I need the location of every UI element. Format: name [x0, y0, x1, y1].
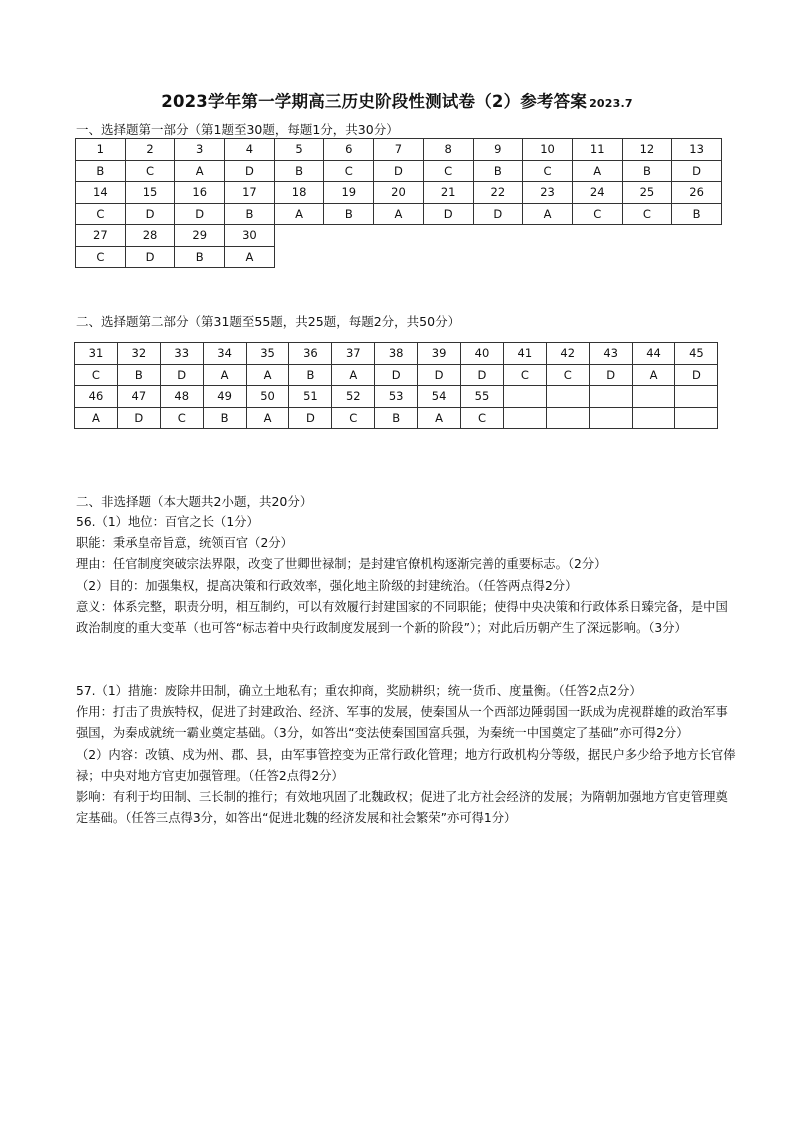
question-number-cell	[589, 386, 632, 408]
question-number-cell: 17	[225, 182, 275, 204]
empty-cell	[324, 225, 374, 247]
question-number-cell: 37	[332, 343, 375, 365]
question-number-cell: 15	[125, 182, 175, 204]
answer-cell: D	[672, 160, 722, 182]
question-number-cell: 31	[75, 343, 118, 365]
table-row	[75, 364, 718, 386]
answer-cell: C	[572, 203, 622, 225]
empty-cell	[672, 246, 722, 268]
question-number-cell: 44	[632, 343, 675, 365]
section2-answer-table	[74, 342, 718, 429]
empty-cell	[473, 246, 523, 268]
question-number-cell: 7	[374, 139, 424, 161]
question-number-cell: 48	[160, 386, 203, 408]
answer-cell	[503, 407, 546, 429]
question-number-cell: 26	[672, 182, 722, 204]
empty-cell	[274, 225, 324, 247]
question-number-cell: 5	[274, 139, 324, 161]
empty-cell	[572, 225, 622, 247]
question-number-cell: 18	[274, 182, 324, 204]
question-number-cell	[546, 386, 589, 408]
question-number-cell: 46	[75, 386, 118, 408]
question-number-cell: 50	[246, 386, 289, 408]
question-number-cell: 36	[289, 343, 332, 365]
answer-cell	[675, 407, 718, 429]
answer-cell: C	[75, 364, 118, 386]
q56-line: 理由：任官制度突破宗法界限，改变了世卿世禄制；是封建官僚机构逐渐完善的重要标志。（2分）	[76, 557, 607, 572]
empty-cell	[374, 225, 424, 247]
question-number-cell: 22	[473, 182, 523, 204]
question-number-cell	[503, 386, 546, 408]
answer-cell: C	[622, 203, 672, 225]
answer-cell: B	[622, 160, 672, 182]
question-number-cell: 8	[423, 139, 473, 161]
answer-cell: B	[117, 364, 160, 386]
section1-heading: 一、选择题第一部分（第1题至30题，每题1分，共30分）	[76, 122, 399, 137]
empty-cell	[672, 225, 722, 247]
answer-cell: D	[589, 364, 632, 386]
title-text: 2023学年第一学期高三历史阶段性测试卷（2）参考答案	[161, 92, 588, 111]
q56-line: 职能：秉承皇帝旨意，统领百官（2分）	[76, 536, 293, 551]
question-number-cell	[675, 386, 718, 408]
question-number-cell: 4	[225, 139, 275, 161]
question-number-cell: 21	[423, 182, 473, 204]
answer-cell: D	[160, 364, 203, 386]
answer-cell: D	[461, 364, 504, 386]
question-number-cell: 39	[418, 343, 461, 365]
answer-cell: C	[461, 407, 504, 429]
answer-cell: B	[225, 203, 275, 225]
answer-cell: D	[225, 160, 275, 182]
table-row	[75, 343, 718, 365]
answer-cell: A	[203, 364, 246, 386]
answer-cell: C	[125, 160, 175, 182]
answer-cell: A	[572, 160, 622, 182]
question-number-cell: 29	[175, 225, 225, 247]
answer-cell: D	[675, 364, 718, 386]
q56-line: 56.（1）地位：百官之长（1分）	[76, 515, 259, 529]
answer-cell	[589, 407, 632, 429]
answer-cell: B	[289, 364, 332, 386]
answer-cell: D	[375, 364, 418, 386]
answer-cell: B	[76, 160, 126, 182]
question-number-cell: 28	[125, 225, 175, 247]
question-number-cell: 45	[675, 343, 718, 365]
q56-line: 意义：体系完整，职责分明，相互制约，可以有效履行封建国家的不同职能；使得中央决策和行政体系日臻完备，是中国政治制度的重大变革（也可答“标志着中央行政制度发展到一个新的阶段”）；对此后历朝产生了深远影响。（3分）	[76, 599, 728, 636]
table-row	[76, 139, 722, 161]
table-row	[76, 203, 722, 225]
empty-cell	[423, 246, 473, 268]
empty-cell	[324, 246, 374, 268]
answer-cell: B	[324, 203, 374, 225]
answer-cell: C	[324, 160, 374, 182]
question-57-answer	[76, 681, 736, 829]
q57-line: （2）内容：改镇、戍为州、郡、县，由军事管控变为正常行政化管理；地方行政机构分等级，据民户多少给予地方长官俸禄；中央对地方官吏加强管理。（任答2点得2分）	[76, 747, 736, 783]
question-number-cell: 24	[572, 182, 622, 204]
question-number-cell: 34	[203, 343, 246, 365]
answer-cell: A	[225, 246, 275, 268]
question-56-answer	[76, 512, 736, 639]
question-number-cell: 54	[418, 386, 461, 408]
empty-cell	[374, 246, 424, 268]
empty-cell	[523, 225, 573, 247]
question-number-cell: 40	[461, 343, 504, 365]
answer-cell: D	[418, 364, 461, 386]
answer-cell: A	[175, 160, 225, 182]
question-number-cell: 30	[225, 225, 275, 247]
answer-cell: D	[125, 203, 175, 225]
answer-cell: B	[375, 407, 418, 429]
question-number-cell: 16	[175, 182, 225, 204]
section3-heading: 二、非选择题（本大题共2小题，共20分）	[76, 494, 313, 509]
answer-cell: C	[76, 246, 126, 268]
q57-line: 作用：打击了贵族特权，促进了封建政治、经济、军事的发展，使秦国从一个西部边陲弱国一跃成为虎视群雄的政治军事强国，为秦成就统一霸业奠定基础。（3分，如答出“变法使秦国国富兵强，为秦统一中国奠定了基础”亦可得2分）	[76, 705, 728, 741]
q57-line: 57.（1）措施：废除井田制，确立土地私有；重农抑商，奖励耕织；统一货币、度量衡。（任答2点2分）	[76, 684, 642, 698]
question-number-cell: 43	[589, 343, 632, 365]
answer-cell: B	[274, 160, 324, 182]
question-number-cell: 32	[117, 343, 160, 365]
answer-cell: D	[423, 203, 473, 225]
question-number-cell: 25	[622, 182, 672, 204]
answer-cell: A	[274, 203, 324, 225]
question-number-cell: 52	[332, 386, 375, 408]
q57-line: 影响：有利于均田制、三长制的推行；有效地巩固了北魏政权；促进了北方社会经济的发展；为隋朝加强地方官吏管理奠定基础。（任答三点得3分，如答出“促进北魏的经济发展和社会繁荣”亦可得1分）	[76, 790, 728, 826]
empty-cell	[622, 225, 672, 247]
question-number-cell: 20	[374, 182, 424, 204]
question-number-cell: 47	[117, 386, 160, 408]
table-row	[76, 225, 722, 247]
answer-cell	[546, 407, 589, 429]
question-number-cell: 33	[160, 343, 203, 365]
question-number-cell: 6	[324, 139, 374, 161]
answer-cell: D	[125, 246, 175, 268]
answer-cell: A	[75, 407, 118, 429]
question-number-cell: 19	[324, 182, 374, 204]
question-number-cell: 2	[125, 139, 175, 161]
question-number-cell: 11	[572, 139, 622, 161]
question-number-cell: 13	[672, 139, 722, 161]
question-number-cell: 42	[546, 343, 589, 365]
empty-cell	[473, 225, 523, 247]
table-row	[75, 407, 718, 429]
empty-cell	[622, 246, 672, 268]
question-number-cell: 53	[375, 386, 418, 408]
answer-cell: B	[203, 407, 246, 429]
answer-cell: C	[76, 203, 126, 225]
answer-cell: A	[632, 364, 675, 386]
answer-cell: D	[289, 407, 332, 429]
answer-cell: D	[473, 203, 523, 225]
question-number-cell: 35	[246, 343, 289, 365]
answer-cell: A	[246, 364, 289, 386]
question-number-cell: 9	[473, 139, 523, 161]
section2-heading: 二、选择题第二部分（第31题至55题，共25题，每题2分，共50分）	[76, 314, 461, 329]
answer-cell: B	[175, 246, 225, 268]
question-number-cell: 38	[375, 343, 418, 365]
question-number-cell: 10	[523, 139, 573, 161]
answer-cell: D	[374, 160, 424, 182]
answer-cell: C	[332, 407, 375, 429]
table-row	[75, 386, 718, 408]
answer-cell: C	[503, 364, 546, 386]
answer-cell: B	[672, 203, 722, 225]
answer-cell: A	[523, 203, 573, 225]
empty-cell	[274, 246, 324, 268]
question-number-cell: 14	[76, 182, 126, 204]
question-number-cell: 49	[203, 386, 246, 408]
answer-cell: B	[473, 160, 523, 182]
answer-cell: A	[418, 407, 461, 429]
answer-cell: C	[423, 160, 473, 182]
answer-cell	[632, 407, 675, 429]
answer-cell: A	[374, 203, 424, 225]
answer-cell: A	[246, 407, 289, 429]
question-number-cell: 55	[461, 386, 504, 408]
section1-answer-table	[75, 138, 722, 268]
answer-cell: C	[160, 407, 203, 429]
question-number-cell: 3	[175, 139, 225, 161]
answer-cell: D	[175, 203, 225, 225]
table-row	[76, 182, 722, 204]
empty-cell	[523, 246, 573, 268]
question-number-cell: 27	[76, 225, 126, 247]
table-row	[76, 246, 722, 268]
title-date: 2023.7	[589, 97, 633, 110]
question-number-cell: 51	[289, 386, 332, 408]
question-number-cell: 1	[76, 139, 126, 161]
table-row	[76, 160, 722, 182]
answer-cell: C	[523, 160, 573, 182]
question-number-cell: 12	[622, 139, 672, 161]
empty-cell	[423, 225, 473, 247]
q56-line: （2）目的：加强集权，提高决策和行政效率，强化地主阶级的封建统治。（任答两点得2分）	[76, 578, 578, 593]
answer-cell: C	[546, 364, 589, 386]
question-number-cell: 23	[523, 182, 573, 204]
question-number-cell: 41	[503, 343, 546, 365]
empty-cell	[572, 246, 622, 268]
question-number-cell	[632, 386, 675, 408]
answer-cell: A	[332, 364, 375, 386]
page-title	[0, 88, 794, 112]
answer-cell: D	[117, 407, 160, 429]
